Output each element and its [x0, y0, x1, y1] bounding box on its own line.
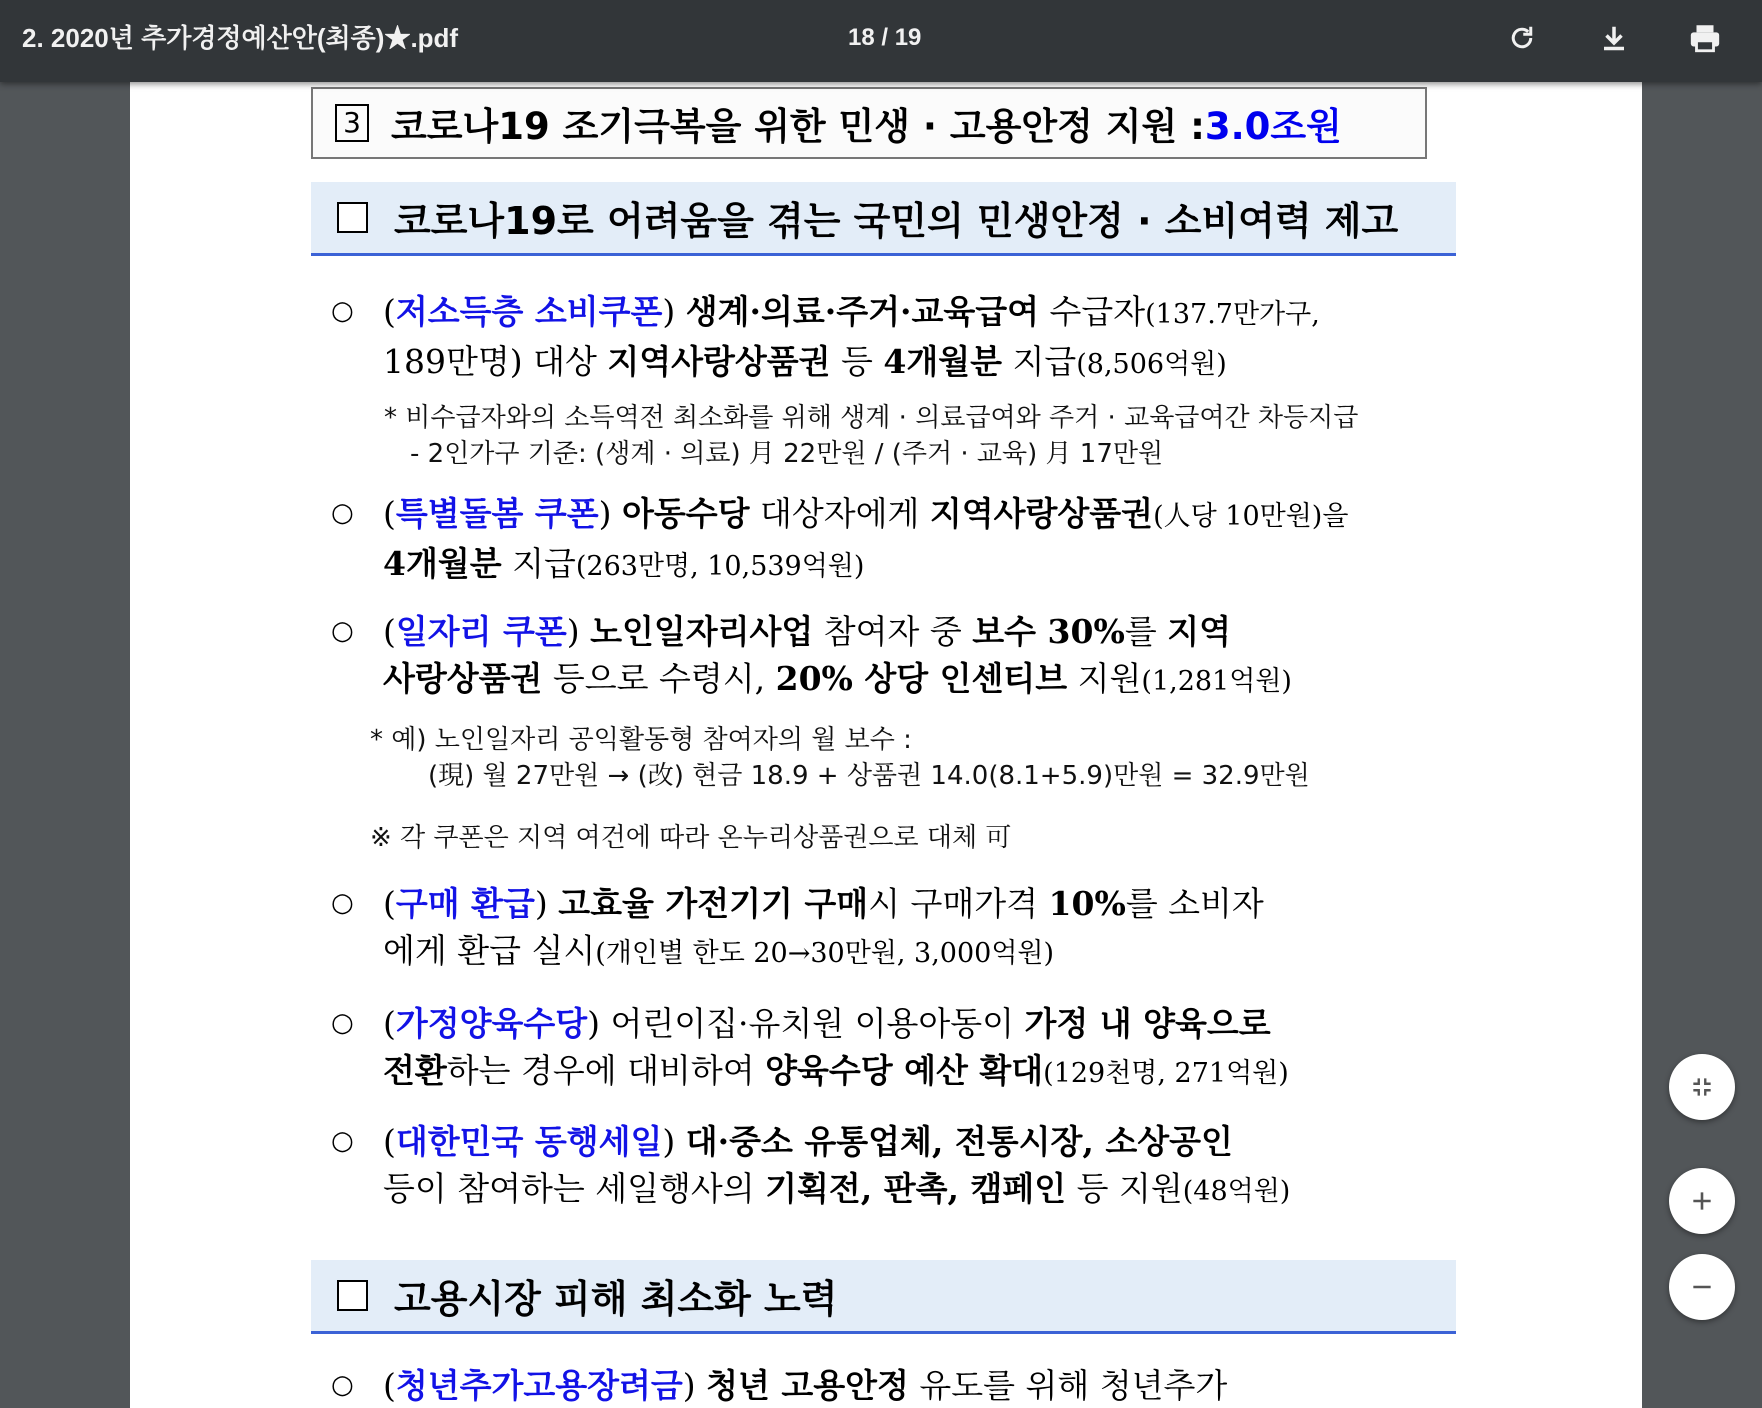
- bullet-special-care-coupon: ○ (특별돌봄 쿠폰) 아동수당 대상자에게 지역사랑상품권(人당 10만원)을 4개월분 지급(263만명, 10,539억원): [331, 490, 1461, 590]
- text-small: (개인별 한도 20→30만원, 3,000억원): [595, 938, 1055, 969]
- bullet-tag: 청년추가고용장려금: [395, 1366, 683, 1405]
- text-bold: 대·중소 유통업체, 전통시장, 소상공인: [685, 1122, 1233, 1161]
- section-number: 3: [335, 104, 369, 142]
- text-bold: 지역사랑상품권: [929, 494, 1154, 533]
- bullet-circle-icon: ○: [331, 1126, 354, 1156]
- note-3: ※ 각 쿠폰은 지역 여건에 따라 온누리상품권으로 대체 可: [370, 823, 1012, 853]
- note-2-line-2: (現) 월 27만원 → (改) 현금 18.9 + 상품권 14.0(8.1+5.9)만원 = 32.9만원: [428, 761, 1310, 791]
- download-icon: [1599, 23, 1629, 53]
- text: 에게 환급 실시: [383, 931, 596, 970]
- zoom-in-icon: [1689, 1188, 1715, 1214]
- pdf-page: [130, 82, 1642, 1408]
- text: 수급자: [1039, 292, 1146, 331]
- text-small: (263만명, 10,539억원): [575, 551, 865, 582]
- text-bold: 10%: [1048, 884, 1126, 923]
- text: 지급: [1001, 342, 1077, 381]
- text-bold: 노인일자리사업: [590, 612, 814, 651]
- download-button[interactable]: [1592, 16, 1636, 60]
- text: 등으로 수령시,: [542, 659, 776, 698]
- text-bold: 보수 30%: [972, 612, 1125, 651]
- bullet-circle-icon: ○: [331, 1370, 354, 1400]
- checkbox-square-icon: [337, 202, 368, 233]
- subheading-livelihood: [311, 182, 1456, 256]
- text: 189만명) 대상: [383, 342, 608, 381]
- text: 를: [1124, 612, 1168, 651]
- text: 유도를 위해 청년추가: [908, 1366, 1228, 1405]
- text-bold: 생계·의료·주거·교육급여: [685, 292, 1040, 331]
- bullet-tag: 일자리 쿠폰: [395, 612, 567, 651]
- bullet-low-income-coupon: ○ (저소득층 소비쿠폰) 생계·의료·주거·교육급여 수급자(137.7만가구, 189만명) 대상 지역사랑상품권 등 4개월분 지급(8,506억원): [331, 288, 1461, 388]
- bullet-circle-icon: ○: [331, 498, 354, 528]
- bullet-tag: 가정양육수당: [395, 1004, 588, 1043]
- bullet-circle-icon: ○: [331, 616, 354, 646]
- text-bold: 청년 고용안정: [706, 1366, 909, 1405]
- fit-to-page-icon: [1689, 1074, 1715, 1100]
- fit-to-page-button[interactable]: [1669, 1054, 1735, 1120]
- text-bold: 4개월분: [383, 544, 502, 583]
- text: 시 구매가격: [868, 884, 1049, 923]
- bullet-korea-sale: ○ (대한민국 동행세일) 대·중소 유통업체, 전통시장, 소상공인 등이 참여하는 세일행사의 기획전, 판촉, 캠페인 등 지원(48억원): [331, 1118, 1461, 1215]
- bullet-circle-icon: ○: [331, 296, 354, 326]
- text: 대상자에게: [749, 494, 930, 533]
- bullet-home-care-allowance: ○ (가정양육수당) 어린이집·유치원 이용아동이 가정 내 양육으로 전환하는 경우에 대비하여 양육수당 예산 확대(129천명, 271억원): [331, 1000, 1461, 1097]
- text: 지급: [501, 544, 576, 583]
- note-2-line-1: * 예) 노인일자리 공익활동형 참여자의 월 보수 :: [370, 725, 912, 755]
- bullet-tag: 특별돌봄 쿠폰: [395, 494, 599, 533]
- zoom-out-button[interactable]: [1669, 1254, 1735, 1320]
- zoom-in-button[interactable]: [1669, 1168, 1735, 1234]
- text: 등이 참여하는 세일행사의: [383, 1169, 766, 1208]
- rotate-button[interactable]: [1500, 16, 1544, 60]
- bullet-circle-icon: ○: [331, 888, 354, 918]
- text-small: (1,281억원): [1141, 666, 1292, 697]
- text-bold: 전환: [383, 1051, 447, 1090]
- text: 참여자 중: [813, 612, 973, 651]
- text-bold: 고효율 가전기기 구매: [558, 884, 869, 923]
- text-small: (8,506억원): [1076, 349, 1227, 380]
- bullet-tag: 대한민국 동행세일: [395, 1122, 663, 1161]
- text-small: (137.7만가구,: [1145, 299, 1320, 330]
- bullet-tag: 구매 환급: [395, 884, 535, 923]
- subheading-employment: [311, 1260, 1456, 1334]
- bullet-tag: 저소득층 소비쿠폰: [395, 292, 663, 331]
- text-bold: 20% 상당 인센티브: [775, 659, 1068, 698]
- subheading-text: 코로나19로 어려움을 겪는 국민의 민생안정 · 소비여력 제고: [394, 199, 1399, 243]
- text-small: (48억원): [1182, 1176, 1291, 1207]
- text: 등 지원: [1066, 1169, 1183, 1208]
- document-title: 2. 2020년 추가경정예산안(최종)★.pdf: [22, 23, 459, 53]
- section-title: [311, 87, 1427, 159]
- subheading-text: 고용시장 피해 최소화 노력: [394, 1277, 838, 1321]
- text-bold: 4개월분: [883, 342, 1002, 381]
- text: 지원: [1067, 659, 1142, 698]
- text-bold: 양육수당 예산 확대: [765, 1051, 1044, 1090]
- bullet-purchase-refund: ○ (구매 환급) 고효율 가전기기 구매시 구매가격 10%를 소비자 에게 환급 실시(개인별 한도 20→30만원, 3,000억원): [331, 880, 1461, 977]
- section-title-text: 코로나19 조기극복을 위한 민생 · 고용안정 지원 :: [391, 105, 1205, 148]
- text-bold: 지역사랑상품권: [607, 342, 831, 381]
- text: 를 소비자: [1125, 884, 1264, 923]
- text-bold: 사랑상품권: [383, 659, 543, 698]
- text-small: (129천명, 271억원): [1043, 1058, 1289, 1089]
- text: 하는 경우에 대비하여: [446, 1051, 766, 1090]
- print-button[interactable]: [1683, 16, 1727, 60]
- page-indicator: 18 / 19: [848, 24, 922, 51]
- checkbox-square-icon: [337, 1280, 368, 1311]
- rotate-icon: [1507, 23, 1537, 53]
- zoom-out-icon: [1689, 1274, 1715, 1300]
- pdf-toolbar: [0, 0, 1762, 82]
- note-1-line-2: - 2인가구 기준: (생계 · 의료) 月 22만원 / (주거 · 교육) 月 17만원: [410, 439, 1164, 469]
- text: 등: [830, 342, 884, 381]
- bullet-circle-icon: ○: [331, 1008, 354, 1038]
- bullet-job-coupon: ○ (일자리 쿠폰) 노인일자리사업 참여자 중 보수 30%를 지역 사랑상품권 등으로 수령시, 20% 상당 인센티브 지원(1,281억원): [331, 608, 1461, 705]
- text-bold: 아동수당: [622, 494, 750, 533]
- text-bold: 기획전, 판촉, 캠페인: [765, 1169, 1067, 1208]
- bullet-youth-hiring-incentive: ○ (청년추가고용장려금) 청년 고용안정 유도를 위해 청년추가: [331, 1362, 1461, 1408]
- note-1-line-1: * 비수급자와의 소득역전 최소화를 위해 생계 · 의료급여와 주거 · 교육급여간 차등지급: [384, 403, 1359, 433]
- print-icon: [1688, 21, 1722, 55]
- text-bold: 지역: [1167, 612, 1231, 651]
- section-amount: 3.0조원: [1204, 105, 1342, 148]
- text: 어린이집·유치원 이용아동이: [600, 1004, 1025, 1043]
- text-small: (人당 10만원)을: [1153, 501, 1349, 532]
- text-bold: 가정 내 양육으로: [1024, 1004, 1271, 1043]
